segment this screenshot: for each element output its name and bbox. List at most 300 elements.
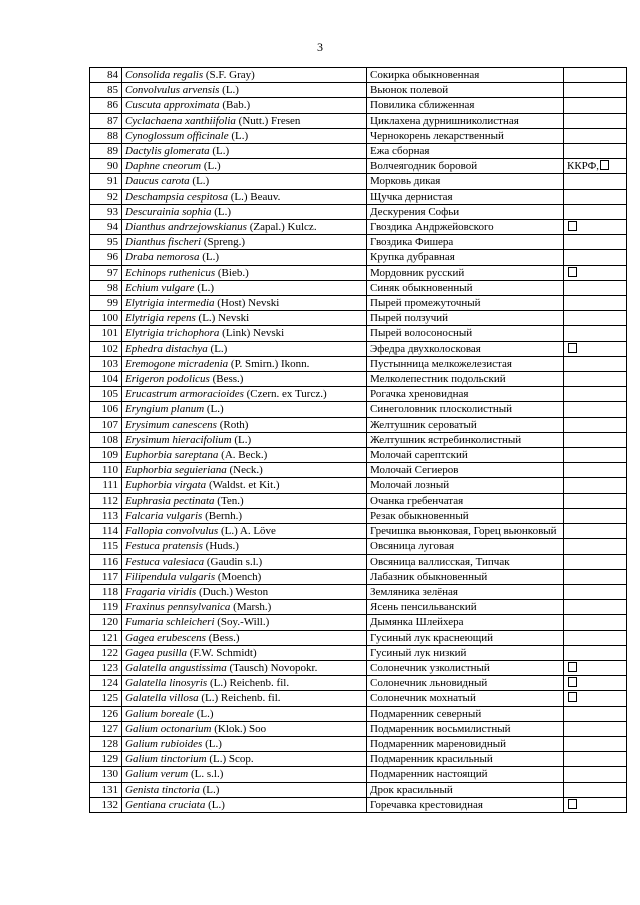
row-number: 93 [90, 204, 122, 219]
table-row [90, 600, 627, 615]
russian-name: Овсяница валлисская, Типчак [367, 554, 564, 569]
latin-name-cell [122, 508, 367, 523]
row-number: 110 [90, 463, 122, 478]
russian-name: Вьюнок полевой [367, 83, 564, 98]
latin-name: Euphorbia seguieriana [125, 464, 227, 477]
latin-name: Fumaria schleicheri [125, 616, 215, 629]
checkbox-icon [568, 221, 577, 231]
latin-name-cell [122, 144, 367, 159]
row-number: 96 [90, 250, 122, 265]
checkbox-icon [600, 160, 609, 170]
latin-name-cell [122, 372, 367, 387]
latin-name-cell [122, 752, 367, 767]
row-number: 95 [90, 235, 122, 250]
russian-name: Гусиный лук краснеющий [367, 630, 564, 645]
status-cell [564, 174, 627, 189]
table-row [90, 463, 627, 478]
latin-name-cell [122, 691, 367, 706]
status-cell [564, 250, 627, 265]
latin-name: Cynoglossum officinale [125, 129, 229, 142]
table-row [90, 721, 627, 736]
row-number: 89 [90, 144, 122, 159]
status-cell [564, 113, 627, 128]
status-text: ККРФ, [567, 160, 600, 173]
russian-name: Дрок красильный [367, 782, 564, 797]
taxon-author: (L.) A. Löve [220, 525, 276, 538]
taxon-author: (L.) Beauv. [230, 190, 281, 203]
table-row [90, 660, 627, 675]
taxon-author: (L.) [222, 84, 239, 97]
status-cell [564, 721, 627, 736]
taxon-author: (L. s.l.) [191, 768, 224, 781]
status-cell [564, 524, 627, 539]
russian-name: Рогачка хреновидная [367, 387, 564, 402]
latin-name-cell [122, 767, 367, 782]
status-cell [564, 539, 627, 554]
table-row [90, 615, 627, 630]
taxon-author: (Klok.) Soo [214, 722, 267, 735]
status-cell [564, 356, 627, 371]
latin-name-cell [122, 478, 367, 493]
latin-name-cell [122, 706, 367, 721]
taxon-author: (Bernh.) [205, 509, 243, 522]
latin-name-cell [122, 600, 367, 615]
taxon-author: (Czern. ex Turcz.) [246, 388, 327, 401]
status-cell [564, 660, 627, 675]
russian-name: Дескурения Софьи [367, 204, 564, 219]
russian-name: Синеголовник плосколистный [367, 402, 564, 417]
table-row [90, 220, 627, 235]
status-cell [564, 463, 627, 478]
latin-name-cell [122, 524, 367, 539]
status-cell [564, 782, 627, 797]
latin-name: Euphorbia sareptana [125, 449, 219, 462]
taxon-author: (L.) [212, 145, 230, 158]
russian-name: Гвоздика Андржейовского [367, 220, 564, 235]
russian-name: Синяк обыкновенный [367, 280, 564, 295]
russian-name: Подмаренник красильный [367, 752, 564, 767]
status-cell [564, 311, 627, 326]
status-cell [564, 554, 627, 569]
status-cell [564, 159, 627, 174]
status-cell [564, 736, 627, 751]
table-row [90, 98, 627, 113]
status-cell [564, 797, 627, 812]
russian-name: Дымянка Шлейхера [367, 615, 564, 630]
taxon-author: (Moench) [217, 570, 262, 583]
latin-name-cell [122, 235, 367, 250]
row-number: 109 [90, 448, 122, 463]
table-row [90, 767, 627, 782]
taxon-author: (Roth) [219, 418, 249, 431]
latin-name: Festuca valesiaca [125, 555, 205, 568]
table-row [90, 326, 627, 341]
row-number: 88 [90, 128, 122, 143]
table-row [90, 645, 627, 660]
status-cell [564, 402, 627, 417]
taxon-author: (Ten.) [217, 494, 244, 507]
latin-name: Daucus carota [125, 175, 190, 188]
latin-name: Erigeron podolicus [125, 373, 210, 386]
latin-name-cell [122, 463, 367, 478]
latin-name: Eremogone micradenia [125, 357, 229, 370]
russian-name: Циклахена дурнишниколистная [367, 113, 564, 128]
latin-name-cell [122, 128, 367, 143]
table-row [90, 584, 627, 599]
row-number: 98 [90, 280, 122, 295]
table-row [90, 159, 627, 174]
row-number: 101 [90, 326, 122, 341]
row-number: 127 [90, 721, 122, 736]
status-cell [564, 630, 627, 645]
table-row [90, 554, 627, 569]
table-row [90, 676, 627, 691]
row-number: 105 [90, 387, 122, 402]
latin-name: Gentiana cruciata [125, 798, 206, 811]
latin-name-cell [122, 417, 367, 432]
russian-name: Эфедра двухколосковая [367, 341, 564, 356]
taxon-author: (F.W. Schmidt) [189, 646, 257, 659]
status-cell [564, 615, 627, 630]
status-cell [564, 220, 627, 235]
latin-name-cell [122, 326, 367, 341]
taxon-author: (L.) Reichenb. fil. [201, 692, 281, 705]
taxon-author: (Nutt.) Fresen [238, 114, 301, 127]
table-row [90, 402, 627, 417]
status-cell [564, 432, 627, 447]
russian-name: Солонечник узколистный [367, 660, 564, 675]
taxon-author: (L.) Nevski [198, 312, 250, 325]
table-row [90, 524, 627, 539]
russian-name: Пустынница мелкожелезистая [367, 356, 564, 371]
table-row [90, 68, 627, 83]
russian-name: Чернокорень лекарственный [367, 128, 564, 143]
latin-name: Galium octonarium [125, 722, 212, 735]
latin-name: Echium vulgare [125, 281, 195, 294]
russian-name: Мордовник русский [367, 265, 564, 280]
checkbox-icon [568, 267, 577, 277]
table-row [90, 189, 627, 204]
latin-name-cell [122, 159, 367, 174]
russian-name: Мелколепестник подольский [367, 372, 564, 387]
russian-name: Земляника зелёная [367, 584, 564, 599]
row-number: 91 [90, 174, 122, 189]
latin-name: Fraxinus pennsylvanica [125, 601, 231, 614]
table-row [90, 797, 627, 812]
latin-name: Galium boreale [125, 707, 194, 720]
table-row [90, 204, 627, 219]
taxon-author: (A. Beck.) [221, 449, 268, 462]
taxon-author: (L.) [205, 737, 222, 750]
taxon-author: (L.) [214, 205, 232, 218]
status-cell [564, 128, 627, 143]
table-row [90, 691, 627, 706]
latin-name-cell [122, 220, 367, 235]
status-cell [564, 144, 627, 159]
status-cell [564, 600, 627, 615]
table-row [90, 250, 627, 265]
row-number: 132 [90, 797, 122, 812]
table-row [90, 235, 627, 250]
row-number: 131 [90, 782, 122, 797]
status-cell [564, 341, 627, 356]
latin-name-cell [122, 432, 367, 447]
russian-name: Крупка дубравная [367, 250, 564, 265]
latin-name: Echinops ruthenicus [125, 266, 216, 279]
latin-name: Dianthus andrzejowskianus [125, 221, 247, 234]
table-row [90, 569, 627, 584]
russian-name: Молочай Сегиеров [367, 463, 564, 478]
row-number: 85 [90, 83, 122, 98]
russian-name: Солонечник мохнатый [367, 691, 564, 706]
latin-name: Genista tinctoria [125, 783, 200, 796]
table-row [90, 539, 627, 554]
latin-name-cell [122, 493, 367, 508]
status-cell [564, 387, 627, 402]
latin-name-cell [122, 448, 367, 463]
row-number: 102 [90, 341, 122, 356]
latin-name-cell [122, 98, 367, 113]
latin-name: Fragaria viridis [125, 585, 197, 598]
taxon-author: (L.) [203, 160, 221, 173]
taxon-author: (L.) [206, 403, 224, 416]
taxon-author: (L.) [202, 783, 220, 796]
russian-name: Пырей ползучий [367, 311, 564, 326]
status-cell [564, 235, 627, 250]
latin-name-cell [122, 539, 367, 554]
latin-name-cell [122, 68, 367, 83]
latin-name: Dactylis glomerata [125, 145, 210, 158]
status-cell [564, 691, 627, 706]
table-row [90, 280, 627, 295]
status-cell [564, 569, 627, 584]
checkbox-icon [568, 343, 577, 353]
row-number: 104 [90, 372, 122, 387]
status-cell [564, 326, 627, 341]
latin-name: Daphne cneorum [125, 160, 202, 173]
latin-name-cell [122, 554, 367, 569]
taxon-author: (L.) [210, 342, 228, 355]
russian-name: Пырей волосоносный [367, 326, 564, 341]
taxon-author: (Soy.-Will.) [217, 616, 270, 629]
taxon-author: (Host) Nevski [217, 297, 280, 310]
taxon-author: (Tausch) Novopokr. [229, 661, 318, 674]
taxon-author: (Zapal.) Kulcz. [249, 221, 317, 234]
latin-name: Filipendula vulgaris [125, 570, 216, 583]
row-number: 128 [90, 736, 122, 751]
checkbox-icon [568, 677, 577, 687]
row-number: 97 [90, 265, 122, 280]
row-number: 112 [90, 493, 122, 508]
latin-name: Consolida regalis [125, 69, 204, 81]
row-number: 103 [90, 356, 122, 371]
table-row [90, 174, 627, 189]
latin-name: Falcaria vulgaris [125, 509, 203, 522]
latin-name-cell [122, 204, 367, 219]
latin-name: Galatella linosyris [125, 677, 208, 690]
russian-name: Желтушник ястребинколистный [367, 432, 564, 447]
russian-name: Гусиный лук низкий [367, 645, 564, 660]
status-cell [564, 265, 627, 280]
latin-name: Cyclachaena xanthiifolia [125, 114, 236, 127]
latin-name: Dianthus fischeri [125, 236, 202, 249]
russian-name: Очанка гребенчатая [367, 493, 564, 508]
russian-name: Подмаренник восьмилистный [367, 721, 564, 736]
russian-name: Солонечник льновидный [367, 676, 564, 691]
russian-name: Желтушник сероватый [367, 417, 564, 432]
row-number: 87 [90, 113, 122, 128]
latin-name: Descurainia sophia [125, 205, 212, 218]
species-table [89, 67, 627, 813]
russian-name: Резак обыкновенный [367, 508, 564, 523]
taxon-author: (L.) [231, 129, 249, 142]
latin-name: Euphrasia pectinata [125, 494, 215, 507]
taxon-author: (Bess.) [212, 373, 244, 386]
table-row [90, 706, 627, 721]
latin-name-cell [122, 189, 367, 204]
latin-name-cell [122, 387, 367, 402]
status-cell [564, 68, 627, 83]
latin-name-cell [122, 356, 367, 371]
row-number: 113 [90, 508, 122, 523]
latin-name: Gagea erubescens [125, 631, 206, 644]
taxon-author: (Waldst. et Kit.) [208, 479, 280, 492]
table-row [90, 296, 627, 311]
latin-name-cell [122, 265, 367, 280]
table-row [90, 736, 627, 751]
table-row [90, 448, 627, 463]
latin-name-cell [122, 113, 367, 128]
status-cell [564, 478, 627, 493]
latin-name: Convolvulus arvensis [125, 84, 220, 97]
taxon-author: (Spreng.) [203, 236, 246, 249]
russian-name: Гвоздика Фишера [367, 235, 564, 250]
taxon-author: (Duch.) Weston [198, 585, 269, 598]
table-row [90, 356, 627, 371]
taxon-author: (L.) Scop. [209, 753, 254, 766]
taxon-author: (Neck.) [229, 464, 263, 477]
russian-name: Лабазник обыкновенный [367, 569, 564, 584]
table-row [90, 265, 627, 280]
latin-name: Galium verum [125, 768, 189, 781]
row-number: 130 [90, 767, 122, 782]
table-row [90, 417, 627, 432]
latin-name-cell [122, 311, 367, 326]
russian-name: Горечавка крестовидная [367, 797, 564, 812]
table-row [90, 432, 627, 447]
russian-name: Овсяница луговая [367, 539, 564, 554]
latin-name: Ephedra distachya [125, 342, 208, 355]
table-row [90, 144, 627, 159]
russian-name: Волчеягодник боровой [367, 159, 564, 174]
row-number: 108 [90, 432, 122, 447]
row-number: 99 [90, 296, 122, 311]
latin-name-cell [122, 402, 367, 417]
latin-name-cell [122, 250, 367, 265]
status-cell [564, 417, 627, 432]
status-cell [564, 448, 627, 463]
page-number: 3 [317, 40, 323, 54]
table-row [90, 493, 627, 508]
taxon-author: (L.) [234, 433, 252, 446]
latin-name-cell [122, 676, 367, 691]
russian-name: Морковь дикая [367, 174, 564, 189]
russian-name: Подмаренник северный [367, 706, 564, 721]
taxon-author: (Marsh.) [233, 601, 272, 614]
taxon-author: (Bess.) [208, 631, 240, 644]
status-cell [564, 204, 627, 219]
row-number: 121 [90, 630, 122, 645]
russian-name: Молочай сарептский [367, 448, 564, 463]
latin-name-cell [122, 296, 367, 311]
row-number: 111 [90, 478, 122, 493]
latin-name: Galium tinctorium [125, 753, 207, 766]
row-number: 106 [90, 402, 122, 417]
latin-name-cell [122, 280, 367, 295]
taxon-author: (L.) [192, 175, 210, 188]
latin-name: Erysimum hieracifolium [125, 433, 232, 446]
row-number: 107 [90, 417, 122, 432]
latin-name: Galatella angustissima [125, 661, 227, 674]
row-number: 86 [90, 98, 122, 113]
latin-name: Galium rubioides [125, 737, 203, 750]
status-cell [564, 584, 627, 599]
taxon-author: (L.) [196, 707, 214, 720]
latin-name: Erysimum canescens [125, 418, 217, 431]
status-cell [564, 676, 627, 691]
status-cell [564, 493, 627, 508]
latin-name-cell [122, 174, 367, 189]
russian-name: Пырей промежуточный [367, 296, 564, 311]
latin-name-cell [122, 645, 367, 660]
table-row [90, 752, 627, 767]
latin-name: Elytrigia intermedia [125, 297, 215, 310]
checkbox-icon [568, 799, 577, 809]
latin-name: Galatella villosa [125, 692, 199, 705]
latin-name-cell [122, 569, 367, 584]
status-cell [564, 296, 627, 311]
row-number: 122 [90, 645, 122, 660]
latin-name: Elytrigia trichophora [125, 327, 220, 340]
row-number: 119 [90, 600, 122, 615]
taxon-author: (L.) [208, 798, 225, 811]
row-number: 124 [90, 676, 122, 691]
latin-name: Draba nemorosa [125, 251, 200, 264]
table-row [90, 478, 627, 493]
latin-name: Festuca pratensis [125, 540, 203, 553]
russian-name: Ежа сборная [367, 144, 564, 159]
status-cell [564, 98, 627, 113]
row-number: 115 [90, 539, 122, 554]
taxon-author: (L.) Reichenb. fil. [209, 677, 290, 690]
row-number: 125 [90, 691, 122, 706]
row-number: 90 [90, 159, 122, 174]
russian-name: Молочай лозный [367, 478, 564, 493]
russian-name: Гречишка вьюнковая, Горец вьюнковый [367, 524, 564, 539]
row-number: 118 [90, 584, 122, 599]
status-cell [564, 508, 627, 523]
row-number: 100 [90, 311, 122, 326]
latin-name-cell [122, 782, 367, 797]
table-row [90, 311, 627, 326]
latin-name: Fallopia convolvulus [125, 525, 219, 538]
taxon-author: (Link) Nevski [222, 327, 285, 340]
latin-name: Erucastrum armoracioides [125, 388, 244, 401]
russian-name: Сокирка обыкновенная [367, 68, 564, 83]
latin-name-cell [122, 584, 367, 599]
russian-name: Ясень пенсильванский [367, 600, 564, 615]
taxon-author: (L.) [202, 251, 220, 264]
